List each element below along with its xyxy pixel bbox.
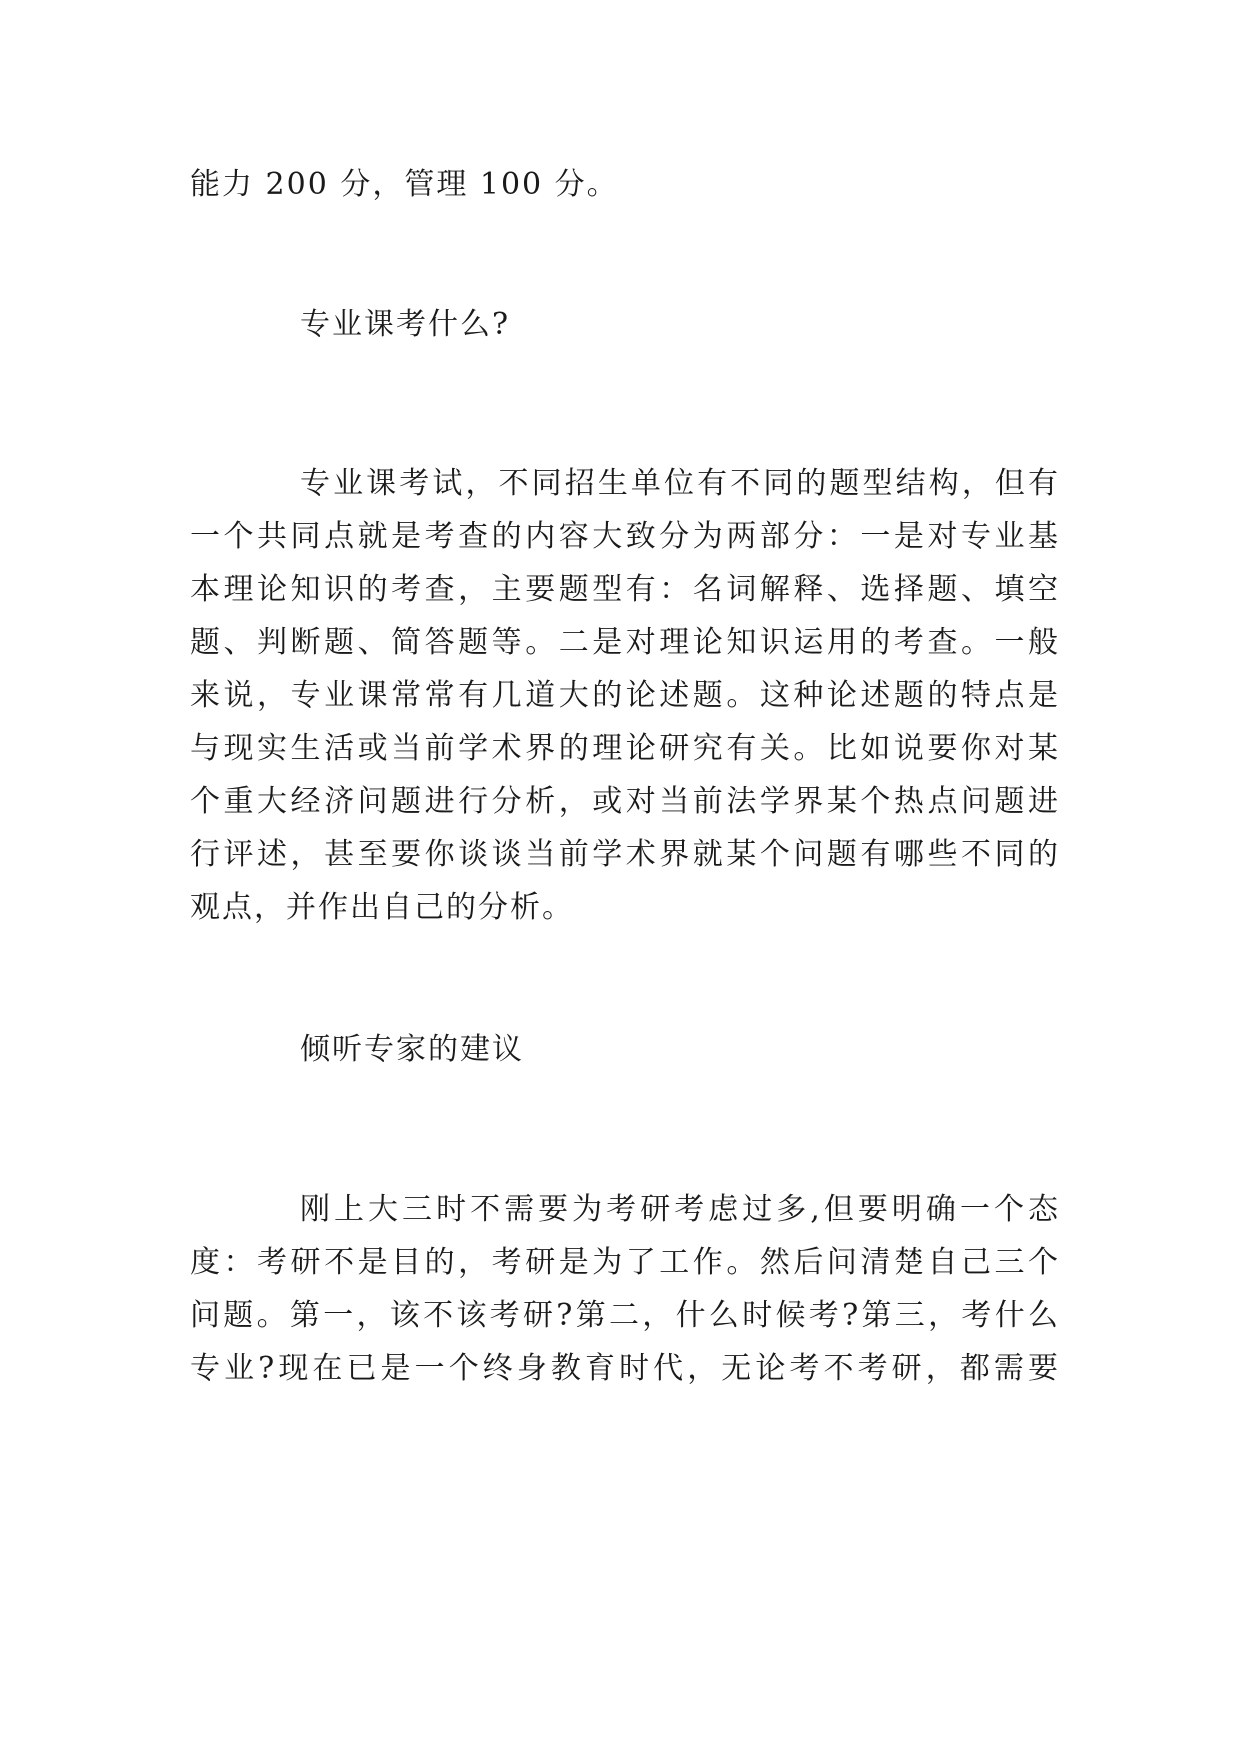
paragraph-line: 个重大经济问题进行分析，或对当前法学界某个热点问题进 — [190, 784, 1060, 819]
paragraph-line: 来说，专业课常常有几道大的论述题。这种论述题的特点是 — [190, 678, 1060, 713]
section-heading: 专业课考什么? — [300, 307, 511, 342]
paragraph-line: 问题。第一，该不该考研?第二，什么时候考?第三，考什么 — [190, 1298, 1060, 1333]
paragraph-line: 本理论知识的考查，主要题型有：名词解释、选择题、填空 — [190, 572, 1060, 607]
section-heading: 倾听专家的建议 — [300, 1032, 524, 1067]
paragraph-line: 一个共同点就是考查的内容大致分为两部分：一是对专业基 — [190, 519, 1060, 554]
paragraph-line: 专业课考试，不同招生单位有不同的题型结构，但有 — [300, 466, 1060, 501]
paragraph-line: 观点，并作出自己的分析。 — [190, 890, 574, 925]
paragraph-line: 度：考研不是目的，考研是为了工作。然后问清楚自己三个 — [190, 1245, 1060, 1280]
paragraph-line: 刚上大三时不需要为考研考虑过多,但要明确一个态 — [300, 1192, 1060, 1227]
paragraph-line: 题、判断题、简答题等。二是对理论知识运用的考查。一般 — [190, 625, 1060, 660]
paragraph-line: 专业?现在已是一个终身教育时代，无论考不考研，都需要 — [190, 1351, 1060, 1386]
paragraph-line: 行评述，甚至要你谈谈当前学术界就某个问题有哪些不同的 — [190, 837, 1060, 872]
paragraph-line: 与现实生活或当前学术界的理论研究有关。比如说要你对某 — [190, 731, 1060, 766]
paragraph-line: 能力 200 分，管理 100 分。 — [190, 167, 619, 202]
